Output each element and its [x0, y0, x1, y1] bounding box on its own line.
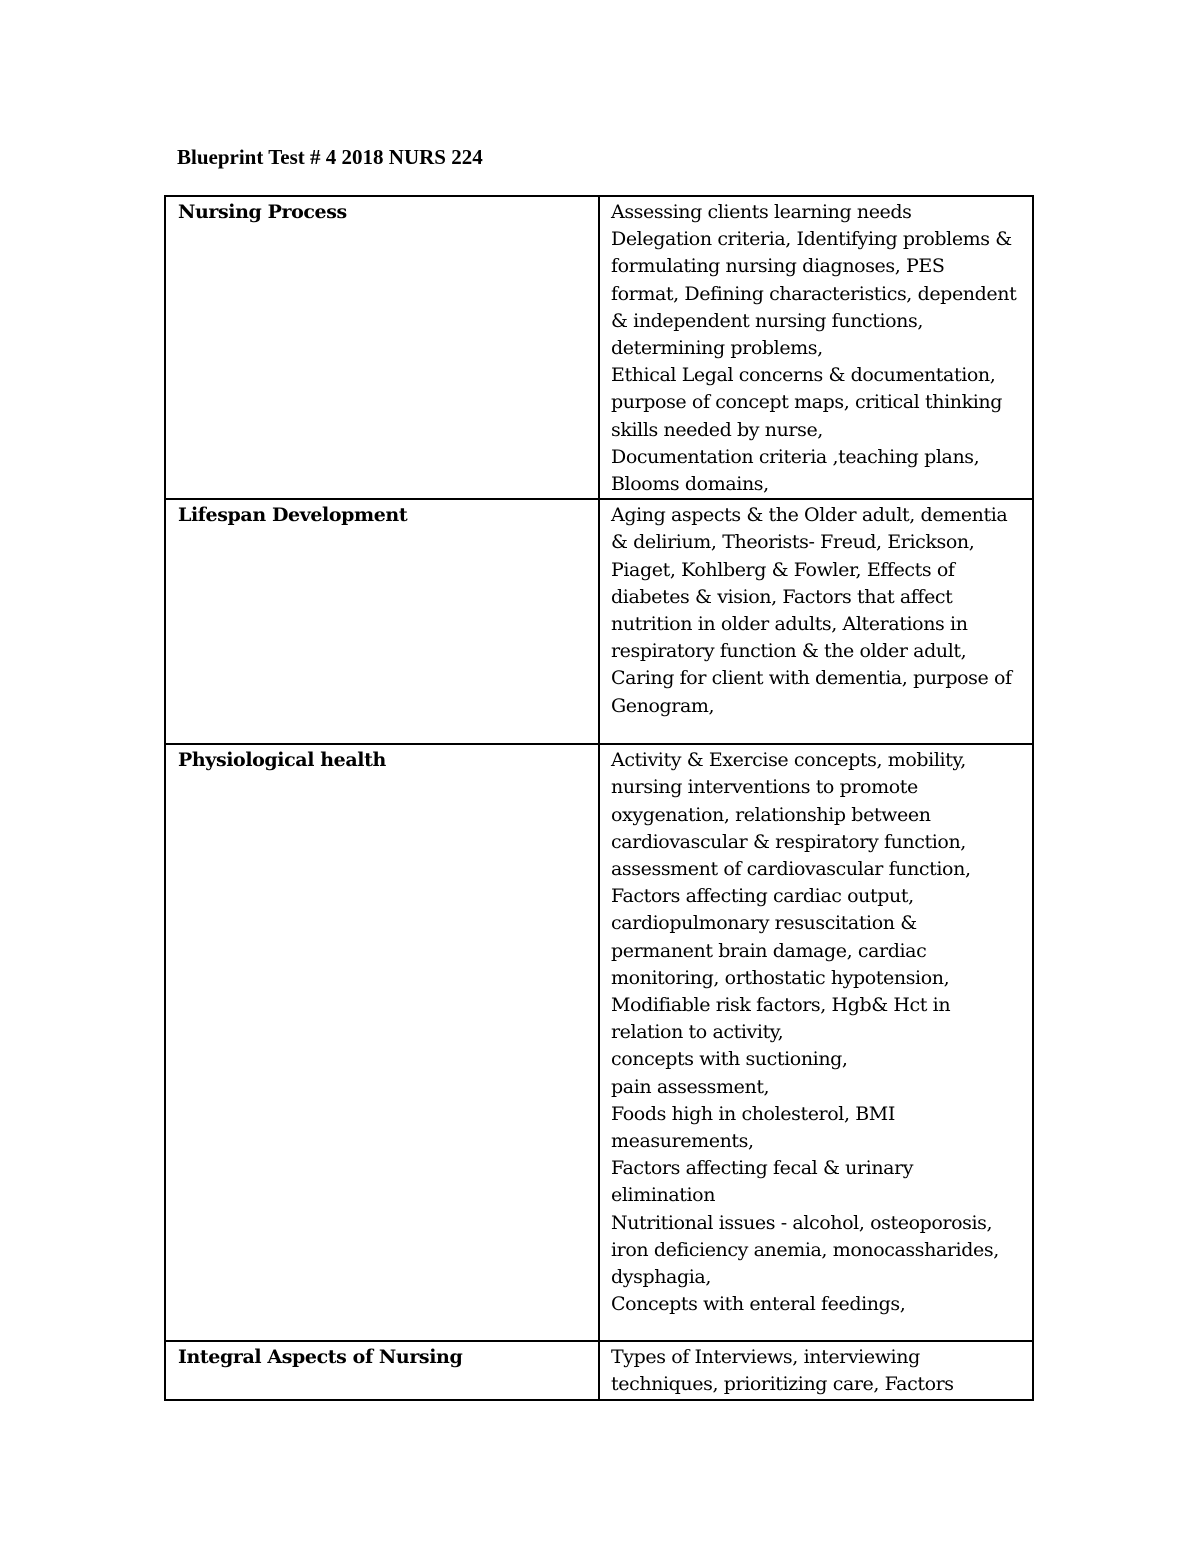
blueprint-table — [164, 195, 1034, 1401]
content-line: purpose of concept maps, critical thinking — [611, 391, 1002, 414]
table-row — [165, 196, 1033, 499]
content-line: Types of Interviews, interviewing — [611, 1346, 920, 1369]
content-line: Activity & Exercise concepts, mobility, — [611, 749, 966, 772]
content-line: Factors affecting fecal & urinary — [611, 1157, 914, 1180]
content-line: Foods high in cholesterol, BMI — [611, 1102, 895, 1125]
topic-cell: Physiological health — [165, 744, 599, 1341]
content-line: determining problems, — [611, 337, 823, 360]
content-line: nutrition in older adults, Alterations in — [611, 613, 968, 636]
content-line: respiratory function & the older adult, — [611, 640, 967, 663]
content-line: Aging aspects & the Older adult, dementia — [611, 504, 1008, 527]
content-line: Delegation criteria, Identifying problems & — [611, 228, 1012, 251]
table-row — [165, 1341, 1033, 1399]
document-title: Blueprint Test # 4 2018 NURS 224 — [177, 145, 483, 169]
content-line: techniques, prioritizing care, Factors — [611, 1373, 954, 1396]
content-line: pain assessment, — [611, 1075, 770, 1098]
content-line: relation to activity, — [611, 1021, 784, 1044]
content-line: monitoring, orthostatic hypotension, — [611, 966, 950, 989]
content-line: oxygenation, relationship between — [611, 803, 931, 826]
content-line: cardiopulmonary resuscitation & — [611, 912, 917, 935]
content-line: Blooms domains, — [611, 473, 769, 496]
topic-cell: Lifespan Development — [165, 499, 599, 744]
content-line: Genogram, — [611, 694, 715, 717]
content-line: nursing interventions to promote — [611, 776, 918, 799]
topic-cell: Integral Aspects of Nursing — [165, 1341, 599, 1399]
content-line: Ethical Legal concerns & documentation, — [611, 364, 996, 387]
content-line: Factors affecting cardiac output, — [611, 885, 914, 908]
content-line: & delirium, Theorists- Freud, Erickson, — [611, 531, 975, 554]
content-line: skills needed by nurse, — [611, 418, 823, 441]
content-line: assessment of cardiovascular function, — [611, 858, 971, 881]
table-row — [165, 499, 1033, 744]
content-line: & independent nursing functions, — [611, 309, 923, 332]
content-line: permanent brain damage, cardiac — [611, 939, 927, 962]
content-line: Modifiable risk factors, Hgb& Hct in — [611, 994, 951, 1017]
content-line: dysphagia, — [611, 1266, 711, 1289]
content-line: format, Defining characteristics, dependent — [611, 282, 1017, 305]
content-line: Assessing clients learning needs — [611, 201, 912, 223]
content-line: measurements, — [611, 1130, 754, 1153]
content-cell — [599, 1341, 1033, 1399]
content-line: diabetes & vision, Factors that affect — [611, 585, 953, 608]
content-line: elimination — [611, 1184, 716, 1207]
content-cell — [599, 499, 1033, 744]
content-line: concepts with suctioning, — [611, 1048, 848, 1071]
topic-cell: Nursing Process — [165, 196, 599, 499]
content-line: Nutritional issues - alcohol, osteoporosis, — [611, 1211, 993, 1234]
content-cell — [599, 196, 1033, 499]
content-line: Caring for client with dementia, purpose of — [611, 667, 1012, 690]
content-line: Concepts with enteral feedings, — [611, 1293, 906, 1316]
content-cell — [599, 744, 1033, 1341]
table-row — [165, 744, 1033, 1341]
content-line: cardiovascular & respiratory function, — [611, 830, 966, 853]
content-line: Piaget, Kohlberg & Fowler, Effects of — [611, 558, 955, 581]
content-line: Documentation criteria ,teaching plans, — [611, 445, 980, 468]
content-line: formulating nursing diagnoses, PES — [611, 255, 945, 278]
content-line: iron deficiency anemia, monocassharides, — [611, 1238, 999, 1261]
